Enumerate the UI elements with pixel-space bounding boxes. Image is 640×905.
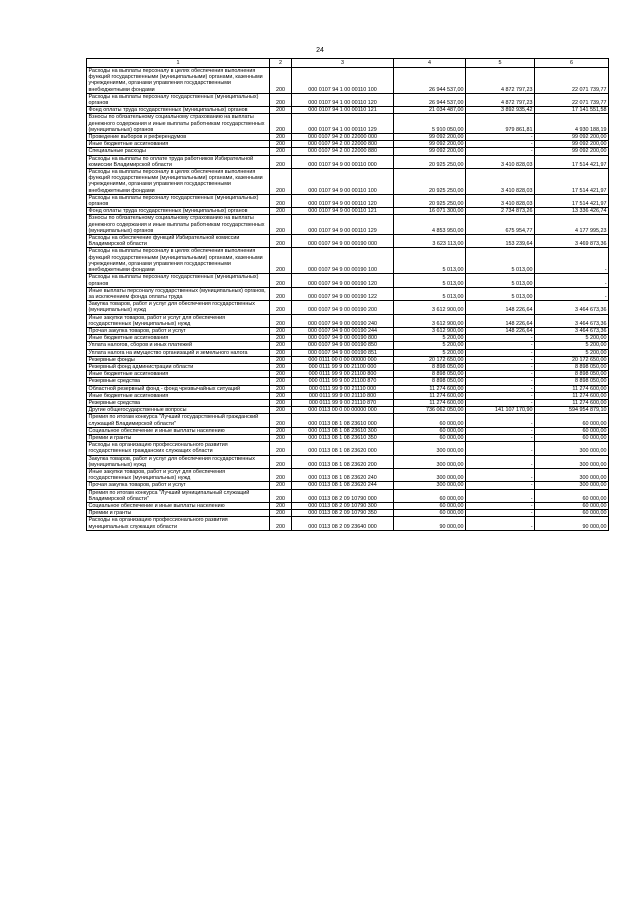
row-executed-cell: 148 226,64 bbox=[466, 301, 535, 314]
row-name-cell: Закупка товаров, работ и услуг для обеспечения государственных (муниципальных) нужд bbox=[87, 301, 270, 314]
row-code-cell: 000 0107 94 9 00 00190 240 bbox=[292, 314, 394, 327]
table-row bbox=[87, 327, 609, 334]
row-grbs-cell: 200 bbox=[270, 194, 292, 207]
row-approved-cell: 300 000,00 bbox=[394, 442, 466, 455]
row-executed-cell: - bbox=[466, 385, 535, 392]
row-executed-cell: 153 239,64 bbox=[466, 235, 535, 248]
row-executed-cell: 5 013,00 bbox=[466, 274, 535, 287]
row-grbs-cell: 200 bbox=[270, 385, 292, 392]
budget-execution-table bbox=[86, 58, 609, 531]
table-row bbox=[87, 107, 609, 114]
row-name-cell: Резервные фонды bbox=[87, 356, 270, 363]
table-row bbox=[87, 399, 609, 406]
table-row bbox=[87, 141, 609, 148]
row-executed-cell: - bbox=[466, 363, 535, 370]
row-executed-cell: 4 872 797,23 bbox=[466, 68, 535, 94]
row-executed-cell: - bbox=[466, 442, 535, 455]
row-executed-cell: 141 107 170,90 bbox=[466, 407, 535, 414]
row-grbs-cell: 200 bbox=[270, 468, 292, 481]
row-name-cell: Расходы на выплаты персоналу государственных (муниципальных) органов bbox=[87, 93, 270, 106]
row-remaining-cell: 300 000,00 bbox=[535, 482, 609, 489]
row-name-cell: Премии и гранты bbox=[87, 434, 270, 441]
row-grbs-cell: 200 bbox=[270, 363, 292, 370]
row-grbs-cell: 200 bbox=[270, 287, 292, 300]
table-row bbox=[87, 274, 609, 287]
row-executed-cell: 3 410 828,03 bbox=[466, 155, 535, 168]
row-executed-cell: 3 410 828,03 bbox=[466, 194, 535, 207]
row-name-cell: Проведение выборов и референдумов bbox=[87, 134, 270, 141]
row-executed-cell: 5 013,00 bbox=[466, 248, 535, 274]
row-approved-cell: 26 944 537,00 bbox=[394, 68, 466, 94]
row-approved-cell: 5 200,00 bbox=[394, 349, 466, 356]
row-executed-cell: 3 410 828,03 bbox=[466, 169, 535, 195]
row-grbs-cell: 200 bbox=[270, 434, 292, 441]
row-executed-cell: - bbox=[466, 427, 535, 434]
row-code-cell: 000 0113 08 1 08 23610 300 bbox=[292, 427, 394, 434]
row-grbs-cell: 200 bbox=[270, 427, 292, 434]
row-executed-cell: 148 226,64 bbox=[466, 314, 535, 327]
row-remaining-cell: 5 200,00 bbox=[535, 335, 609, 342]
row-remaining-cell: 99 092 200,00 bbox=[535, 141, 609, 148]
row-code-cell: 000 0107 94 9 00 00190 244 bbox=[292, 327, 394, 334]
row-grbs-cell: 200 bbox=[270, 155, 292, 168]
row-name-cell: Расходы на организацию профессионального развития муниципальных служащих области bbox=[87, 517, 270, 530]
row-code-cell: 000 0113 08 1 08 23620 244 bbox=[292, 482, 394, 489]
row-remaining-cell: 60 000,00 bbox=[535, 427, 609, 434]
row-approved-cell: 3 612 900,00 bbox=[394, 327, 466, 334]
row-code-cell: 000 0107 94 9 00 00110 121 bbox=[292, 208, 394, 215]
row-grbs-cell: 200 bbox=[270, 356, 292, 363]
row-remaining-cell: - bbox=[535, 274, 609, 287]
row-remaining-cell: 60 000,00 bbox=[535, 510, 609, 517]
row-name-cell: Фонд оплаты труда государственных (муниципальных) органов bbox=[87, 107, 270, 114]
row-code-cell: 000 0107 94 9 00 00190 851 bbox=[292, 349, 394, 356]
row-remaining-cell: 3 464 673,36 bbox=[535, 314, 609, 327]
row-name-cell: Закупка товаров, работ и услуг для обеспечения государственных (муниципальных) нужд bbox=[87, 455, 270, 468]
row-grbs-cell: 200 bbox=[270, 442, 292, 455]
row-grbs-cell: 200 bbox=[270, 141, 292, 148]
table-row bbox=[87, 169, 609, 195]
table-row bbox=[87, 427, 609, 434]
column-header: 5 bbox=[466, 59, 535, 68]
row-executed-cell: - bbox=[466, 414, 535, 427]
row-grbs-cell: 200 bbox=[270, 114, 292, 134]
row-code-cell: 000 0107 94 9 00 00190 100 bbox=[292, 248, 394, 274]
table-row bbox=[87, 314, 609, 327]
row-code-cell: 000 0107 94 9 00 00190 850 bbox=[292, 342, 394, 349]
row-remaining-cell: 5 200,00 bbox=[535, 349, 609, 356]
row-approved-cell: 8 898 050,00 bbox=[394, 371, 466, 378]
table-row bbox=[87, 385, 609, 392]
row-code-cell: 000 0111 99 9 00 21100 000 bbox=[292, 363, 394, 370]
row-remaining-cell: 594 954 879,10 bbox=[535, 407, 609, 414]
row-executed-cell: - bbox=[466, 392, 535, 399]
row-grbs-cell: 200 bbox=[270, 482, 292, 489]
row-approved-cell: 3 623 113,00 bbox=[394, 235, 466, 248]
row-grbs-cell: 200 bbox=[270, 301, 292, 314]
row-executed-cell: - bbox=[466, 148, 535, 155]
row-name-cell: Резервные средства bbox=[87, 378, 270, 385]
row-grbs-cell: 200 bbox=[270, 148, 292, 155]
table-row bbox=[87, 148, 609, 155]
row-remaining-cell: - bbox=[535, 248, 609, 274]
row-approved-cell: 20 925 250,00 bbox=[394, 169, 466, 195]
row-remaining-cell: 8 898 050,00 bbox=[535, 371, 609, 378]
table-row bbox=[87, 155, 609, 168]
row-approved-cell: 11 274 600,00 bbox=[394, 392, 466, 399]
row-name-cell: Расходы на выплаты персоналу в целях обеспечения выполнения функций государственными (муниципальными) органами, казенными учреждениями, органами управления государственными внебюджетными фондами bbox=[87, 169, 270, 195]
row-name-cell: Уплата налога на имущество организаций и земельного налога bbox=[87, 349, 270, 356]
row-name-cell: Расходы на выплаты по оплате труда работников Избирательной комиссии Владимирской области bbox=[87, 155, 270, 168]
row-grbs-cell: 200 bbox=[270, 335, 292, 342]
row-code-cell: 000 0113 08 2 09 10790 300 bbox=[292, 503, 394, 510]
column-header: 4 bbox=[394, 59, 466, 68]
row-remaining-cell: 300 000,00 bbox=[535, 442, 609, 455]
row-code-cell: 000 0107 94 9 00 00190 000 bbox=[292, 235, 394, 248]
row-grbs-cell: 200 bbox=[270, 510, 292, 517]
row-executed-cell: - bbox=[466, 468, 535, 481]
row-name-cell: Иные бюджетные ассигнования bbox=[87, 392, 270, 399]
row-name-cell: Премии и гранты bbox=[87, 510, 270, 517]
table-row bbox=[87, 517, 609, 530]
row-remaining-cell: 300 000,00 bbox=[535, 468, 609, 481]
row-approved-cell: 8 898 050,00 bbox=[394, 378, 466, 385]
table-row bbox=[87, 93, 609, 106]
row-code-cell: 000 0111 99 9 00 21100 800 bbox=[292, 371, 394, 378]
row-approved-cell: 60 000,00 bbox=[394, 510, 466, 517]
row-name-cell: Специальные расходы bbox=[87, 148, 270, 155]
row-remaining-cell: 60 000,00 bbox=[535, 503, 609, 510]
row-code-cell: 000 0111 00 0 00 00000 000 bbox=[292, 356, 394, 363]
row-remaining-cell: - bbox=[535, 287, 609, 300]
row-approved-cell: 26 944 537,00 bbox=[394, 93, 466, 106]
row-remaining-cell: 11 274 600,00 bbox=[535, 385, 609, 392]
row-executed-cell: - bbox=[466, 349, 535, 356]
row-remaining-cell: 17 514 421,97 bbox=[535, 169, 609, 195]
row-code-cell: 000 0107 94 9 00 00110 000 bbox=[292, 155, 394, 168]
row-name-cell: Прочая закупка товаров, работ и услуг bbox=[87, 482, 270, 489]
row-code-cell: 000 0111 99 9 00 21110 870 bbox=[292, 399, 394, 406]
table-row bbox=[87, 68, 609, 94]
row-grbs-cell: 200 bbox=[270, 517, 292, 530]
row-approved-cell: 300 000,00 bbox=[394, 482, 466, 489]
row-name-cell: Резервный фонд администрации области bbox=[87, 363, 270, 370]
row-remaining-cell: 5 200,00 bbox=[535, 342, 609, 349]
row-remaining-cell: 4 177 995,23 bbox=[535, 215, 609, 235]
row-approved-cell: 3 612 900,00 bbox=[394, 314, 466, 327]
row-grbs-cell: 200 bbox=[270, 399, 292, 406]
table-row bbox=[87, 342, 609, 349]
row-approved-cell: 5 910 050,00 bbox=[394, 114, 466, 134]
row-grbs-cell: 200 bbox=[270, 455, 292, 468]
row-approved-cell: 90 000,00 bbox=[394, 517, 466, 530]
row-grbs-cell: 200 bbox=[270, 371, 292, 378]
table-row bbox=[87, 215, 609, 235]
table-row bbox=[87, 434, 609, 441]
table-row bbox=[87, 363, 609, 370]
row-approved-cell: 11 274 600,00 bbox=[394, 399, 466, 406]
row-approved-cell: 5 200,00 bbox=[394, 335, 466, 342]
row-grbs-cell: 200 bbox=[270, 235, 292, 248]
row-code-cell: 000 0107 94 1 00 00110 121 bbox=[292, 107, 394, 114]
table-row bbox=[87, 510, 609, 517]
row-name-cell: Уплата налогов, сборов и иных платежей bbox=[87, 342, 270, 349]
row-code-cell: 000 0113 08 1 08 23610 350 bbox=[292, 434, 394, 441]
row-executed-cell: - bbox=[466, 399, 535, 406]
row-approved-cell: 300 000,00 bbox=[394, 468, 466, 481]
row-remaining-cell: 11 274 600,00 bbox=[535, 399, 609, 406]
row-approved-cell: 20 925 250,00 bbox=[394, 155, 466, 168]
row-executed-cell: - bbox=[466, 503, 535, 510]
row-code-cell: 000 0113 08 1 08 23620 000 bbox=[292, 442, 394, 455]
row-name-cell: Расходы на обеспечение функций Избирательной комиссии Владимирской области bbox=[87, 235, 270, 248]
row-approved-cell: 99 092 200,00 bbox=[394, 148, 466, 155]
row-remaining-cell: 99 092 200,00 bbox=[535, 134, 609, 141]
row-code-cell: 000 0107 94 1 00 00110 129 bbox=[292, 114, 394, 134]
column-header: 6 bbox=[535, 59, 609, 68]
row-remaining-cell: 20 172 650,00 bbox=[535, 356, 609, 363]
row-executed-cell: 148 226,64 bbox=[466, 327, 535, 334]
row-executed-cell: - bbox=[466, 335, 535, 342]
row-grbs-cell: 200 bbox=[270, 503, 292, 510]
row-code-cell: 000 0113 00 0 00 00000 000 bbox=[292, 407, 394, 414]
table-row bbox=[87, 442, 609, 455]
table-body bbox=[87, 68, 609, 531]
row-remaining-cell: 3 464 673,36 bbox=[535, 301, 609, 314]
row-name-cell: Иные закупки товаров, работ и услуг для обеспечения государственных (муниципальных) нужд bbox=[87, 314, 270, 327]
row-name-cell: Иные закупки товаров, работ и услуг для обеспечения государственных (муниципальных) нужд bbox=[87, 468, 270, 481]
row-executed-cell: - bbox=[466, 141, 535, 148]
row-code-cell: 000 0107 94 9 00 00110 129 bbox=[292, 215, 394, 235]
row-name-cell: Расходы на выплаты персоналу государственных (муниципальных) органов bbox=[87, 194, 270, 207]
row-executed-cell: 3 892 935,42 bbox=[466, 107, 535, 114]
row-grbs-cell: 200 bbox=[270, 349, 292, 356]
row-executed-cell: - bbox=[466, 434, 535, 441]
row-code-cell: 000 0107 94 9 00 00190 122 bbox=[292, 287, 394, 300]
row-approved-cell: 21 034 487,00 bbox=[394, 107, 466, 114]
row-remaining-cell: 60 000,00 bbox=[535, 434, 609, 441]
row-approved-cell: 99 092 200,00 bbox=[394, 141, 466, 148]
table-header-row bbox=[87, 59, 609, 68]
row-code-cell: 000 0107 94 1 00 00110 120 bbox=[292, 93, 394, 106]
row-approved-cell: 60 000,00 bbox=[394, 414, 466, 427]
table-row bbox=[87, 349, 609, 356]
row-name-cell: Расходы на организацию профессионального развития государственных гражданских служащих области bbox=[87, 442, 270, 455]
row-executed-cell: - bbox=[466, 134, 535, 141]
row-executed-cell: 675 954,77 bbox=[466, 215, 535, 235]
row-name-cell: Прочая закупка товаров, работ и услуг bbox=[87, 327, 270, 334]
table-row bbox=[87, 194, 609, 207]
row-remaining-cell: 4 930 188,19 bbox=[535, 114, 609, 134]
row-grbs-cell: 200 bbox=[270, 274, 292, 287]
row-remaining-cell: 300 000,00 bbox=[535, 455, 609, 468]
table-row bbox=[87, 335, 609, 342]
row-grbs-cell: 200 bbox=[270, 215, 292, 235]
row-code-cell: 000 0107 94 9 00 00190 120 bbox=[292, 274, 394, 287]
row-approved-cell: 5 200,00 bbox=[394, 342, 466, 349]
row-executed-cell: - bbox=[466, 342, 535, 349]
row-code-cell: 000 0113 08 2 09 10790 000 bbox=[292, 489, 394, 502]
row-remaining-cell: 3 464 673,36 bbox=[535, 327, 609, 334]
row-name-cell: Расходы на выплаты персоналу государственных (муниципальных) органов bbox=[87, 274, 270, 287]
row-name-cell: Премия по итогам конкурса "Лучший государственный гражданский служащий Владимирской области" bbox=[87, 414, 270, 427]
table-row bbox=[87, 134, 609, 141]
row-remaining-cell: 8 898 050,00 bbox=[535, 378, 609, 385]
row-code-cell: 000 0107 94 2 00 22000 880 bbox=[292, 148, 394, 155]
row-code-cell: 000 0107 94 1 00 00110 100 bbox=[292, 68, 394, 94]
row-code-cell: 000 0107 94 9 00 00110 120 bbox=[292, 194, 394, 207]
table-row bbox=[87, 371, 609, 378]
row-name-cell: Взносы по обязательному социальному страхованию на выплаты денежного содержания и иные выплаты работникам государственных (муниципальных) органов bbox=[87, 114, 270, 134]
row-name-cell: Взносы по обязательному социальному страхованию на выплаты денежного содержания и иные выплаты работникам государственных (муниципальных) органов bbox=[87, 215, 270, 235]
row-executed-cell: 5 013,00 bbox=[466, 287, 535, 300]
table-row bbox=[87, 356, 609, 363]
row-grbs-cell: 200 bbox=[270, 169, 292, 195]
row-code-cell: 000 0113 08 2 09 23640 000 bbox=[292, 517, 394, 530]
row-code-cell: 000 0111 99 9 00 21110 800 bbox=[292, 392, 394, 399]
row-name-cell: Областной резервный фонд - фонд чрезвычайных ситуаций bbox=[87, 385, 270, 392]
row-code-cell: 000 0107 94 9 00 00190 200 bbox=[292, 301, 394, 314]
row-executed-cell: - bbox=[466, 489, 535, 502]
row-executed-cell: - bbox=[466, 482, 535, 489]
row-code-cell: 000 0113 08 1 08 23620 200 bbox=[292, 455, 394, 468]
row-name-cell: Другие общегосударственные вопросы bbox=[87, 407, 270, 414]
table-row bbox=[87, 287, 609, 300]
row-code-cell: 000 0111 99 9 00 21100 870 bbox=[292, 378, 394, 385]
row-remaining-cell: 17 141 551,58 bbox=[535, 107, 609, 114]
row-executed-cell: 2 734 873,26 bbox=[466, 208, 535, 215]
row-name-cell: Иные бюджетные ассигнования bbox=[87, 371, 270, 378]
row-executed-cell: 979 861,81 bbox=[466, 114, 535, 134]
row-executed-cell: - bbox=[466, 517, 535, 530]
column-header: 2 bbox=[270, 59, 292, 68]
row-name-cell: Резервные средства bbox=[87, 399, 270, 406]
table-row bbox=[87, 114, 609, 134]
row-remaining-cell: 90 000,00 bbox=[535, 517, 609, 530]
row-code-cell: 000 0113 08 1 08 23610 000 bbox=[292, 414, 394, 427]
row-remaining-cell: 17 514 421,97 bbox=[535, 194, 609, 207]
row-remaining-cell: 60 000,00 bbox=[535, 489, 609, 502]
row-approved-cell: 8 898 050,00 bbox=[394, 363, 466, 370]
table-row bbox=[87, 208, 609, 215]
table-row bbox=[87, 248, 609, 274]
row-grbs-cell: 200 bbox=[270, 414, 292, 427]
table-row bbox=[87, 414, 609, 427]
row-code-cell: 000 0107 94 2 00 22000 800 bbox=[292, 141, 394, 148]
row-name-cell: Расходы на выплаты персоналу в целях обеспечения выполнения функций государственными (муниципальными) органами, казенными учреждениями, органами управления государственными внебюджетными фондами bbox=[87, 248, 270, 274]
row-name-cell: Иные выплаты персоналу государственных (муниципальных) органов, за исключением фонда оплаты труда bbox=[87, 287, 270, 300]
row-remaining-cell: 60 000,00 bbox=[535, 414, 609, 427]
row-grbs-cell: 200 bbox=[270, 107, 292, 114]
row-remaining-cell: 13 336 426,74 bbox=[535, 208, 609, 215]
row-remaining-cell: 17 514 421,97 bbox=[535, 155, 609, 168]
row-code-cell: 000 0113 08 1 08 23620 240 bbox=[292, 468, 394, 481]
row-grbs-cell: 200 bbox=[270, 489, 292, 502]
row-grbs-cell: 200 bbox=[270, 208, 292, 215]
row-grbs-cell: 200 bbox=[270, 134, 292, 141]
row-name-cell: Иные бюджетные ассигнования bbox=[87, 141, 270, 148]
row-approved-cell: 4 853 950,00 bbox=[394, 215, 466, 235]
row-approved-cell: 99 092 200,00 bbox=[394, 134, 466, 141]
row-code-cell: 000 0107 94 9 00 00190 800 bbox=[292, 335, 394, 342]
row-approved-cell: 16 071 300,00 bbox=[394, 208, 466, 215]
page-number: 24 bbox=[316, 47, 324, 54]
row-approved-cell: 736 062 050,00 bbox=[394, 407, 466, 414]
row-approved-cell: 5 013,00 bbox=[394, 248, 466, 274]
table-row bbox=[87, 392, 609, 399]
row-approved-cell: 11 274 600,00 bbox=[394, 385, 466, 392]
row-name-cell: Фонд оплаты труда государственных (муниципальных) органов bbox=[87, 208, 270, 215]
row-code-cell: 000 0107 94 2 00 22000 000 bbox=[292, 134, 394, 141]
table-row bbox=[87, 482, 609, 489]
row-grbs-cell: 200 bbox=[270, 248, 292, 274]
table-row bbox=[87, 407, 609, 414]
table-row bbox=[87, 378, 609, 385]
table-row bbox=[87, 455, 609, 468]
row-executed-cell: - bbox=[466, 455, 535, 468]
row-name-cell: Расходы на выплаты персоналу в целях обеспечения выполнения функций государственными (муниципальными) органами, казенными учреждениями, органами управления государственными внебюджетными фондами bbox=[87, 68, 270, 94]
row-executed-cell: - bbox=[466, 510, 535, 517]
row-grbs-cell: 200 bbox=[270, 342, 292, 349]
row-executed-cell: - bbox=[466, 356, 535, 363]
table-row bbox=[87, 489, 609, 502]
row-executed-cell: - bbox=[466, 371, 535, 378]
row-approved-cell: 5 013,00 bbox=[394, 274, 466, 287]
row-grbs-cell: 200 bbox=[270, 314, 292, 327]
row-approved-cell: 300 000,00 bbox=[394, 455, 466, 468]
row-remaining-cell: 99 092 200,00 bbox=[535, 148, 609, 155]
row-grbs-cell: 200 bbox=[270, 378, 292, 385]
row-approved-cell: 60 000,00 bbox=[394, 489, 466, 502]
table-row bbox=[87, 503, 609, 510]
table-row bbox=[87, 235, 609, 248]
row-remaining-cell: 22 071 739,77 bbox=[535, 93, 609, 106]
column-header: 3 bbox=[292, 59, 394, 68]
row-approved-cell: 60 000,00 bbox=[394, 427, 466, 434]
row-approved-cell: 20 172 650,00 bbox=[394, 356, 466, 363]
row-grbs-cell: 200 bbox=[270, 68, 292, 94]
row-grbs-cell: 200 bbox=[270, 93, 292, 106]
table-row bbox=[87, 468, 609, 481]
row-approved-cell: 60 000,00 bbox=[394, 503, 466, 510]
row-approved-cell: 20 925 250,00 bbox=[394, 194, 466, 207]
row-executed-cell: 4 872 797,23 bbox=[466, 93, 535, 106]
row-grbs-cell: 200 bbox=[270, 392, 292, 399]
row-code-cell: 000 0111 99 9 00 21110 000 bbox=[292, 385, 394, 392]
row-name-cell: Иные бюджетные ассигнования bbox=[87, 335, 270, 342]
row-approved-cell: 3 612 900,00 bbox=[394, 301, 466, 314]
row-name-cell: Социальное обеспечение и иные выплаты населению bbox=[87, 503, 270, 510]
row-grbs-cell: 200 bbox=[270, 407, 292, 414]
row-code-cell: 000 0107 94 9 00 00110 100 bbox=[292, 169, 394, 195]
row-grbs-cell: 200 bbox=[270, 327, 292, 334]
row-remaining-cell: 11 274 600,00 bbox=[535, 392, 609, 399]
row-approved-cell: 5 013,00 bbox=[394, 287, 466, 300]
column-header: 1 bbox=[87, 59, 270, 68]
row-remaining-cell: 22 071 739,77 bbox=[535, 68, 609, 94]
row-remaining-cell: 3 469 873,36 bbox=[535, 235, 609, 248]
row-code-cell: 000 0113 08 2 09 10790 350 bbox=[292, 510, 394, 517]
table-row bbox=[87, 301, 609, 314]
row-approved-cell: 60 000,00 bbox=[394, 434, 466, 441]
row-remaining-cell: 8 898 050,00 bbox=[535, 363, 609, 370]
row-name-cell: Премия по итогам конкурса "Лучший муниципальный служащий Владимирской области" bbox=[87, 489, 270, 502]
row-executed-cell: - bbox=[466, 378, 535, 385]
row-name-cell: Социальное обеспечение и иные выплаты населению bbox=[87, 427, 270, 434]
